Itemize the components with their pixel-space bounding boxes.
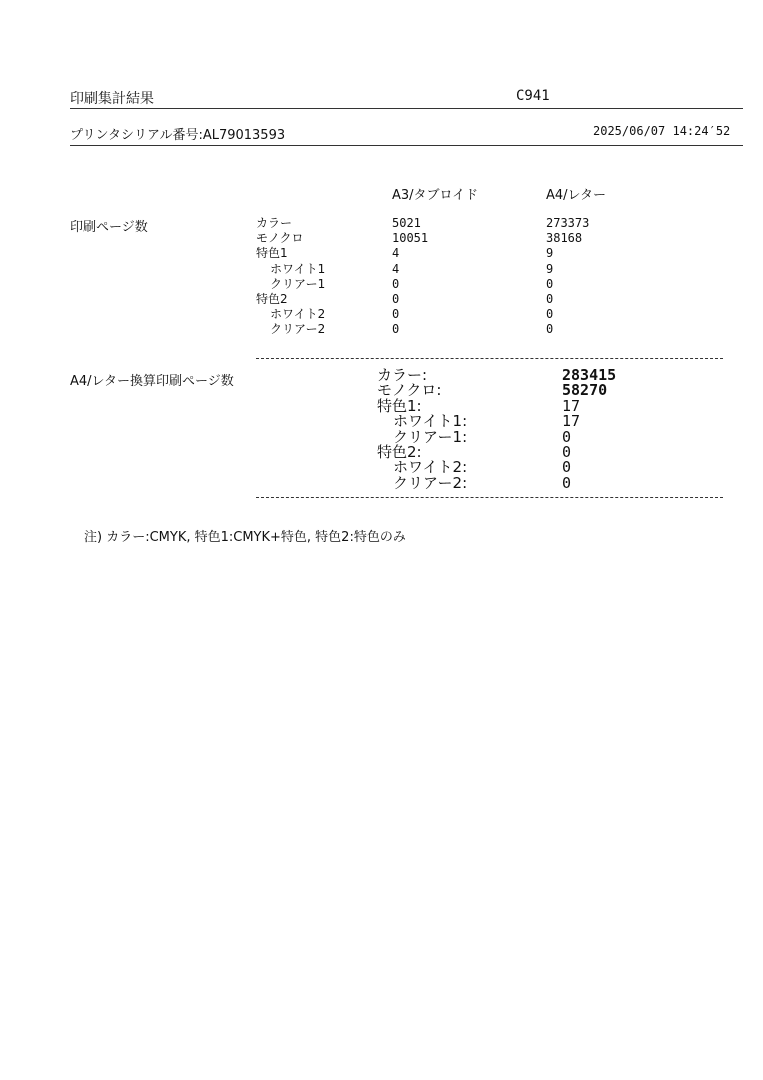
conv-value-clear1: 0 (562, 427, 572, 446)
conv-label-white2: ホワイト2: (393, 458, 468, 477)
row-label-clear1: クリアー1 (270, 276, 326, 291)
a4-value-clear1: 0 (546, 276, 554, 291)
conv-label-spot1: 特色1: (377, 396, 422, 415)
report-title: 印刷集計結果 (70, 91, 154, 107)
a3-value-mono: 10051 (392, 231, 429, 246)
a4-value-mono: 38168 (546, 231, 583, 246)
row-label-spot2: 特色2 (256, 292, 288, 307)
conv-value-clear2: 0 (562, 473, 572, 492)
a3-value-color: 5021 (392, 216, 421, 230)
row-label-white2: ホワイト2 (270, 307, 326, 322)
row-label-white1: ホワイト1 (270, 261, 326, 276)
conv-value-color: 283415 (562, 366, 617, 384)
conv-label-clear1: クリアー1: (393, 427, 468, 446)
a3-value-clear1: 0 (392, 276, 400, 291)
row-label-color: カラー (256, 216, 293, 230)
a4-value-white2: 0 (546, 307, 554, 322)
a3-value-spot2: 0 (392, 292, 400, 307)
dashed-separator-top (256, 358, 723, 359)
converted-section-label: A4/レター換算印刷ページ数 (70, 374, 234, 389)
print-datetime: 2025/06/07 14:24′52 (593, 124, 731, 138)
conv-label-clear2: クリアー2: (393, 473, 468, 492)
print-pages-a3-values (392, 216, 428, 338)
a4-value-spot1: 9 (546, 246, 554, 261)
conv-label-color: カラー: (377, 366, 428, 384)
dashed-separator-bottom (256, 497, 723, 498)
a3-value-clear2: 0 (392, 322, 400, 337)
conv-label-spot2: 特色2: (377, 443, 422, 462)
conv-value-white1: 17 (562, 412, 581, 431)
print-pages-section-label: 印刷ページ数 (70, 220, 148, 235)
row-label-mono: モノクロ (256, 231, 304, 246)
serial-number-label: プリンタシリアル番号:AL79013593 (70, 128, 286, 143)
header-rule-top (70, 108, 743, 109)
a3-value-white1: 4 (392, 261, 400, 276)
header-rule-bottom (70, 145, 743, 146)
col-header-a3: A3/タブロイド (392, 188, 479, 203)
a4-value-spot2: 0 (546, 292, 554, 307)
printer-model: C941 (516, 88, 550, 104)
conv-label-mono: モノクロ: (377, 381, 442, 400)
conv-value-spot2: 0 (562, 443, 572, 462)
converted-values (562, 368, 616, 491)
a4-value-white1: 9 (546, 261, 554, 276)
conv-value-mono: 58270 (562, 381, 608, 400)
a4-value-color: 273373 (546, 216, 590, 230)
col-header-a4: A4/レター (546, 188, 607, 203)
row-label-clear2: クリアー2 (270, 322, 326, 337)
a4-value-clear2: 0 (546, 322, 554, 337)
row-label-spot1: 特色1 (256, 246, 288, 261)
print-pages-labels (256, 216, 325, 338)
conv-value-spot1: 17 (562, 396, 581, 415)
conv-value-white2: 0 (562, 458, 572, 477)
a3-value-spot1: 4 (392, 246, 400, 261)
conv-label-white1: ホワイト1: (393, 412, 468, 431)
converted-labels (377, 368, 467, 491)
a3-value-white2: 0 (392, 307, 400, 322)
print-pages-a4-values (546, 216, 589, 338)
footnote: 注) カラー:CMYK, 特色1:CMYK+特色, 特色2:特色のみ (84, 530, 406, 545)
